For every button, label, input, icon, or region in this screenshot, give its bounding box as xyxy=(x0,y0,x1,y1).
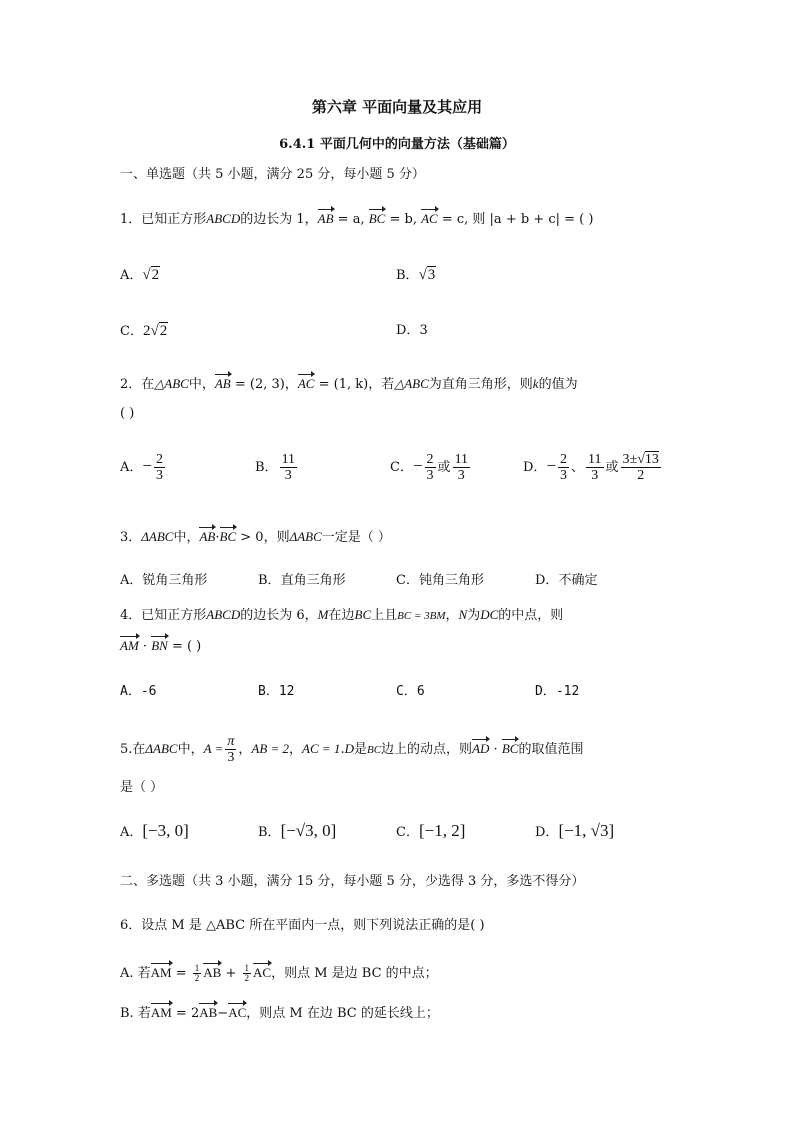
q4-eq: = ( ) xyxy=(167,639,202,654)
triangle-abc: ΔABC xyxy=(145,741,178,756)
q3-text: 3． xyxy=(120,530,142,545)
question-1-stem xyxy=(120,210,593,229)
option-value: [−√3, 0] xyxy=(280,821,337,840)
part2-heading: 二、多选题（共 3 小题，满分 15 分，每小题 5 分，少选得 3 分，多选不得分） xyxy=(120,874,585,889)
q5-option-b[interactable] xyxy=(258,822,336,842)
option-label: B. 若 xyxy=(120,1006,151,1021)
fraction: $\frac{2}{3}$ xyxy=(155,452,163,483)
q5-option-a[interactable] xyxy=(120,822,189,842)
q4-text: ， xyxy=(445,608,459,623)
option-label: D． xyxy=(535,573,559,588)
q2-option-d[interactable] xyxy=(523,452,663,483)
q2-eq: = (2, 3)， xyxy=(230,377,298,392)
variable-k: k xyxy=(532,376,539,391)
q4-option-c[interactable] xyxy=(396,683,425,701)
option-value: 直角三角形 xyxy=(280,573,346,588)
q4-text: 上且 xyxy=(371,608,398,623)
question-3-stem xyxy=(120,528,391,547)
question-5-stem xyxy=(120,734,583,765)
option-label: D． xyxy=(523,460,547,475)
dot-operator: · xyxy=(138,639,152,654)
option-label: B． xyxy=(258,684,279,699)
numerator: 1 xyxy=(244,963,250,973)
q2-text: 的值为 xyxy=(538,377,578,392)
q4-text: 的中点，则 xyxy=(498,608,564,623)
q2-text: 为直角三角形，则 xyxy=(428,377,533,392)
side-ac: AC = 1 xyxy=(302,741,341,756)
option-value: [−3, 0] xyxy=(142,821,189,840)
point-d: D xyxy=(344,741,354,756)
dot-operator: · xyxy=(489,742,502,757)
option-label: C． xyxy=(120,324,143,339)
option-value: 3 xyxy=(419,323,428,338)
question-4-stem xyxy=(120,606,563,625)
option-label: C． xyxy=(396,573,419,588)
fraction: $\frac{2}{3}$ xyxy=(560,452,568,483)
q1-option-b[interactable] xyxy=(396,266,436,285)
vector-am: AM xyxy=(150,1005,172,1020)
option-label: D． xyxy=(396,323,420,338)
side-ab: AB = 2 xyxy=(251,741,290,756)
q3-text: 中， xyxy=(173,530,200,545)
question-6-stem: 6．设点 M 是 △ABC 所在平面内一点，则下列说法正确的是( ) xyxy=(120,918,485,933)
q4-option-a[interactable] xyxy=(120,683,156,701)
sqrt-expression: √2 xyxy=(142,267,160,283)
q3-option-a[interactable] xyxy=(120,572,207,590)
q5-text: ， xyxy=(289,742,303,757)
q1-text: 1．已知正方形 xyxy=(120,212,207,227)
q2-eq: = (1, k)，若 xyxy=(314,377,395,392)
q5-text: 5.在 xyxy=(120,742,146,757)
equals: = xyxy=(171,966,191,981)
fraction-pi-over-3 xyxy=(225,734,236,765)
q4-option-d[interactable] xyxy=(535,683,579,701)
radicand: 3 xyxy=(427,267,436,283)
denominator: 2 xyxy=(244,973,250,983)
section-title: 6.4.1 平面几何中的向量方法（基础篇） xyxy=(279,137,515,152)
q4-text: 4．已知正方形 xyxy=(120,608,207,623)
point-m: M xyxy=(317,607,329,622)
dot-operator: · xyxy=(215,530,220,545)
q1-option-d[interactable] xyxy=(396,322,428,340)
vector-bn: BN xyxy=(151,638,168,653)
question-5-stem-line2: 是（ ） xyxy=(120,780,164,795)
vector-ac: AC xyxy=(297,376,315,391)
vector-ac: AC xyxy=(253,965,272,980)
q2-option-b[interactable] xyxy=(255,452,299,483)
triangle-abc: ΔABC xyxy=(141,529,174,544)
vector-ac: AC xyxy=(228,1005,247,1020)
point-n: N xyxy=(458,607,468,622)
q3-ineq: > 0，则 xyxy=(236,530,290,545)
word-or: 或 xyxy=(437,460,451,475)
fraction: $\frac{11}{3}$ xyxy=(454,452,469,483)
option-label: B． xyxy=(258,825,281,840)
q2-text: 2．在 xyxy=(120,377,155,392)
vector-am: AM xyxy=(120,638,139,653)
fraction: $\frac{3\pm√13}{2}$ xyxy=(622,452,659,483)
fraction-one-half xyxy=(243,964,252,983)
q1-eq: = b, xyxy=(385,212,422,227)
q1-option-c[interactable] xyxy=(120,322,168,341)
option-label: A． xyxy=(120,684,141,699)
q5-option-c[interactable] xyxy=(396,822,465,842)
triangle-abc: ΔABC xyxy=(289,529,322,544)
q2-option-c[interactable] xyxy=(390,452,472,483)
equals: = 2 xyxy=(171,1006,200,1021)
option-value: [−1, √3] xyxy=(558,821,615,840)
vector-ab: AB xyxy=(199,529,216,544)
option-label: B． xyxy=(255,460,278,475)
sqrt-expression: 2√2 xyxy=(142,323,168,339)
radicand: 2 xyxy=(151,267,160,283)
coefficient: 2 xyxy=(142,323,151,339)
option-label: B． xyxy=(258,573,281,588)
q1-text: 的边长为 1， xyxy=(240,212,318,227)
q3-option-b[interactable] xyxy=(258,572,346,590)
option-value: -6 xyxy=(140,684,157,699)
option-value: [−1, 2] xyxy=(418,821,466,840)
fraction: $\frac{11}{3}$ xyxy=(281,452,296,483)
option-label: A. 若 xyxy=(120,966,151,981)
option-label: C． xyxy=(390,460,413,475)
q2-text: 中， xyxy=(188,377,215,392)
option-label: D． xyxy=(535,825,559,840)
vector-am: AM xyxy=(150,965,172,980)
q3-option-c[interactable] xyxy=(396,572,484,590)
condition-bc-3bm: BC = 3BM xyxy=(397,610,446,622)
option-value: 6 xyxy=(416,684,425,699)
triangle-abc: △ABC xyxy=(154,376,189,391)
q5-text: 边上的动点，则 xyxy=(381,742,473,757)
q2-option-a[interactable] xyxy=(120,452,167,483)
q4-option-b[interactable] xyxy=(258,683,294,701)
option-value: 钝角三角形 xyxy=(418,573,484,588)
vector-ab: AB xyxy=(317,211,334,226)
option-label: A． xyxy=(120,268,143,283)
vector-bc: BC xyxy=(368,211,386,226)
option-label: A． xyxy=(120,825,143,840)
q3-text: 一定是（ ） xyxy=(321,530,391,545)
q5-text: 中， xyxy=(177,742,204,757)
q1-eq: = c, 则 |a + b + c| = ( ) xyxy=(437,212,594,227)
q5-option-d[interactable] xyxy=(535,822,614,842)
vector-ad: AD xyxy=(472,741,490,756)
sqrt-expression: √3 xyxy=(418,267,436,283)
q1-shape: ABCD xyxy=(206,211,241,226)
option-value: 锐角三角形 xyxy=(142,573,208,588)
vector-ab: AB xyxy=(199,1005,218,1020)
fraction: $\frac{2}{3}$ xyxy=(426,452,434,483)
q2-answer-blank: ( ) xyxy=(120,406,135,421)
option-value: -12 xyxy=(555,684,580,699)
minus-sign: − xyxy=(412,456,423,475)
option-label: D． xyxy=(535,684,556,699)
minus-sign: − xyxy=(546,456,557,475)
option-value: 不确定 xyxy=(558,573,598,588)
option-label: A． xyxy=(120,460,143,475)
word-dun: 、 xyxy=(571,460,585,475)
denominator: 3 xyxy=(227,750,235,765)
q4-text: 为 xyxy=(467,608,481,623)
question-2-stem xyxy=(120,375,578,394)
word-or: 或 xyxy=(605,460,619,475)
option-text: ，则点 M 在边 BC 的延长线上； xyxy=(246,1006,439,1021)
q6-option-a[interactable] xyxy=(120,964,438,983)
vector-bc: BC xyxy=(219,529,237,544)
q5-text: . xyxy=(340,742,345,757)
q6-option-b[interactable] xyxy=(120,1004,439,1023)
fraction: $\frac{11}{3}$ xyxy=(588,452,602,483)
q3-option-d[interactable] xyxy=(535,572,597,590)
q1-eq: = a, xyxy=(333,212,369,227)
vector-ab: AB xyxy=(203,965,222,980)
segment-dc: DC xyxy=(480,607,499,622)
q5-text: ， xyxy=(238,742,252,757)
option-label: A． xyxy=(120,573,143,588)
fraction-one-half xyxy=(193,964,202,983)
part1-heading: 一、单选题（共 5 小题，满分 25 分，每小题 5 分） xyxy=(120,167,425,182)
q1-option-a[interactable] xyxy=(120,266,160,285)
angle-a: A = xyxy=(203,741,224,756)
option-text: ，则点 M 是边 BC 的中点； xyxy=(271,966,438,981)
chapter-title: 第六章 平面向量及其应用 xyxy=(311,98,483,116)
minus-sign: − xyxy=(142,456,152,475)
vector-ab: AB xyxy=(214,376,231,391)
q5-text: 是 xyxy=(353,742,367,757)
q4-text: 在边 xyxy=(328,608,355,623)
q5-text: 的取值范围 xyxy=(518,742,584,757)
numerator: π xyxy=(227,734,235,749)
vector-ac: AC xyxy=(421,211,438,226)
segment-bc: BC xyxy=(354,607,372,622)
denominator: 2 xyxy=(194,973,200,983)
triangle-abc: △ABC xyxy=(394,376,429,391)
option-label: B． xyxy=(396,268,419,283)
option-value: 12 xyxy=(278,684,295,699)
radicand: 2 xyxy=(159,323,168,339)
minus: − xyxy=(217,1006,229,1021)
option-label: C． xyxy=(396,825,419,840)
vector-bc: BC xyxy=(501,741,519,756)
plus: + xyxy=(221,966,241,981)
numerator: 1 xyxy=(194,963,200,973)
segment-bc: BC xyxy=(366,744,382,756)
q4-text: 的边长为 6， xyxy=(240,608,318,623)
option-label: C． xyxy=(396,684,417,699)
square-abcd: ABCD xyxy=(206,607,241,622)
question-4-stem-line2 xyxy=(120,637,201,656)
